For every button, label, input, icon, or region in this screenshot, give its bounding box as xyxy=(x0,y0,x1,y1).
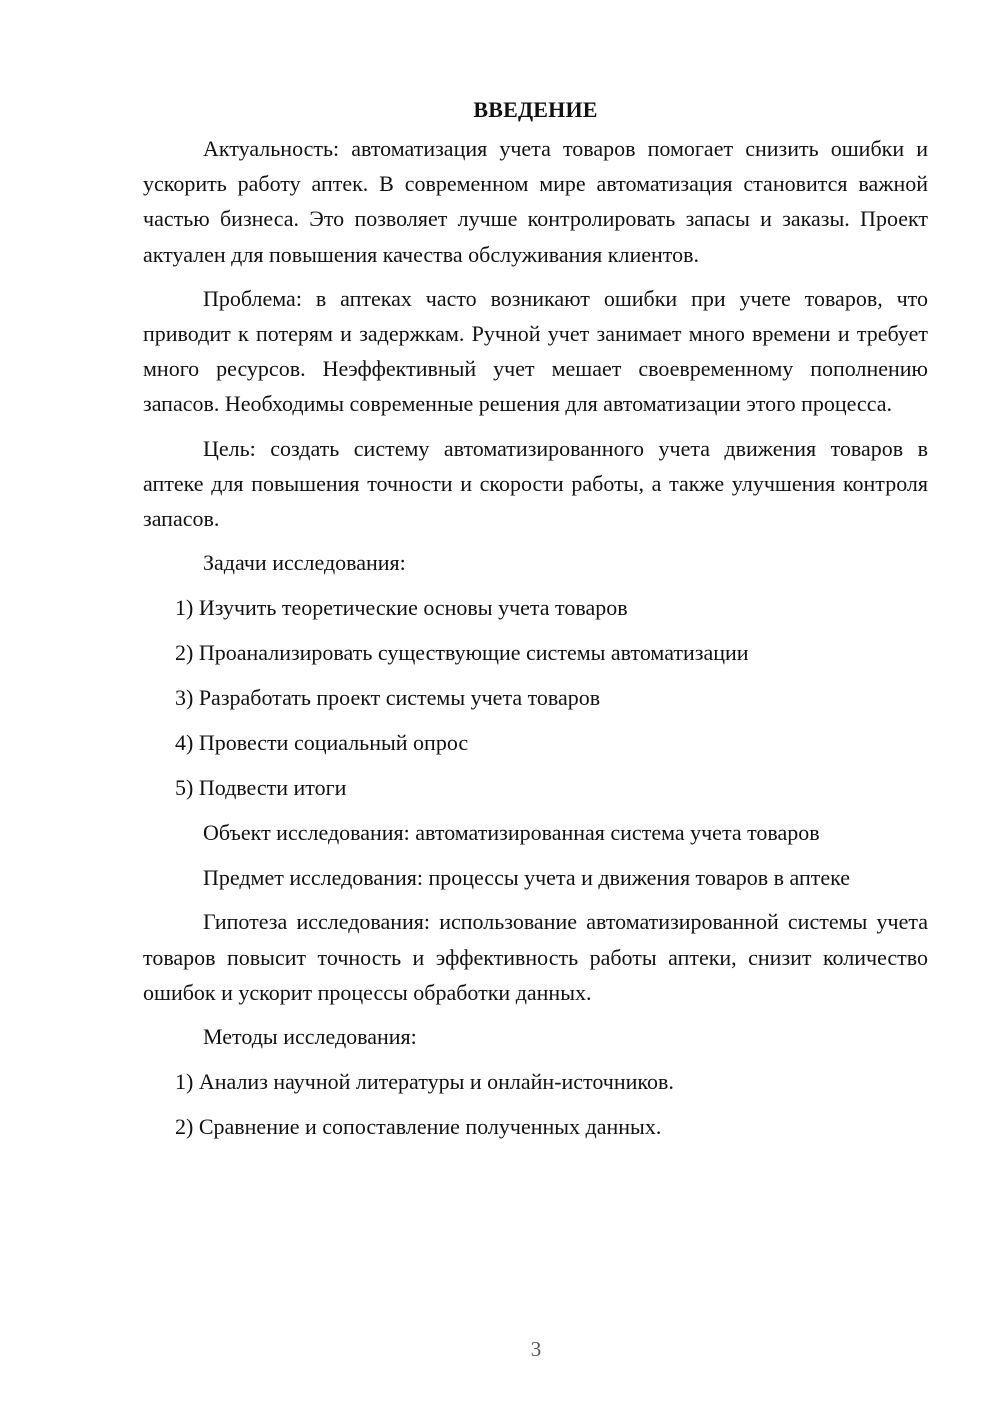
relevance-paragraph: Актуальность: автоматизация учета товаров помогает снизить ошибки и ускорить работу аптек. В современном мире автоматизация становится важной частью бизнеса. Это позволяет лучше контролировать запасы и заказы. Проект актуален для повышения качества обслуживания клиентов. xyxy=(143,136,928,267)
tasks-list xyxy=(143,590,928,805)
list-item: 1) Анализ научной литературы и онлайн-источников. xyxy=(175,1069,674,1095)
problem-paragraph: Проблема: в аптеках часто возникают ошибки при учете товаров, что приводит к потерям и задержкам. Ручной учет занимает много времени и требует много ресурсов. Неэффективный учет мешает своевременному пополнению запасов. Необходимы современные решения для автоматизации этого процесса. xyxy=(143,285,928,417)
methods-heading: Методы исследования: xyxy=(203,1024,417,1050)
goal-paragraph: Цель: создать систему автоматизированного учета движения товаров в аптеке для повышения точности и скорости работы, а также улучшения контроля запасов. xyxy=(143,435,928,532)
page-number: 3 xyxy=(530,1337,542,1361)
tasks-heading: Задачи исследования: xyxy=(203,550,406,576)
list-item: 2) Сравнение и сопоставление полученных данных. xyxy=(175,1114,662,1140)
list-item: 5) Подвести итоги xyxy=(175,775,347,801)
object-paragraph: Объект исследования: автоматизированная система учета товаров xyxy=(203,820,820,846)
introduction-section xyxy=(143,95,928,1154)
list-item: 4) Провести социальный опрос xyxy=(175,730,469,756)
list-item: 1) Изучить теоретические основы учета товаров xyxy=(175,595,628,621)
list-item: 3) Разработать проект системы учета товаров xyxy=(175,685,601,711)
subject-paragraph: Предмет исследования: процессы учета и движения товаров в аптеке xyxy=(203,865,851,891)
section-title: ВВЕДЕНИЕ xyxy=(473,97,598,122)
hypothesis-paragraph: Гипотеза исследования: использование автоматизированной системы учета товаров повысит точность и эффективность работы аптеки, снизит количество ошибок и ускорит процессы обработки данных. xyxy=(143,909,928,1005)
methods-list xyxy=(143,1064,928,1144)
list-item: 2) Проанализировать существующие системы автоматизации xyxy=(175,640,749,666)
